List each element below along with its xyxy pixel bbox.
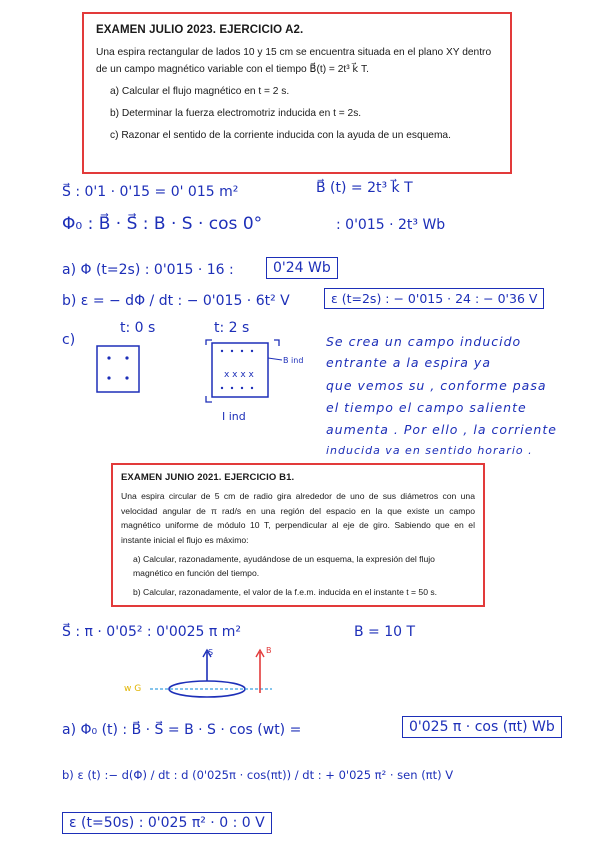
exam-item-b: b) Calcular, razonadamente, el valor de la f.e.m. inducida en el instante t = 50 s. — [133, 587, 438, 597]
dot-out — [125, 356, 128, 359]
i-induced-label: I ind — [222, 410, 246, 423]
exam-title: EXAMEN JUNIO 2021. EJERCICIO B1. — [121, 472, 295, 483]
explanation-line-3: que vemos su , conforme pasa — [326, 378, 547, 393]
b-induced-label: B ind — [283, 356, 304, 365]
answer-b-result: ε (t=2s) : − 0'015 · 24 : − 0'36 V — [324, 288, 544, 309]
flux-definition: Φ₀ : B⃗ · S⃗ : B · S · cos 0° — [62, 214, 263, 234]
dot-out — [125, 376, 128, 379]
loop-t0 — [97, 346, 139, 392]
exam-item-c: c) Razonar el sentido de la corriente inducida con la ayuda de un esquema. — [110, 130, 451, 141]
explanation-line-2: entrante a la espira ya — [326, 355, 491, 370]
loop-t2 — [212, 343, 268, 397]
t2-label: t: 2 s — [214, 320, 250, 336]
dots-row-top — [221, 350, 253, 389]
b-vector-label: B — [266, 646, 272, 655]
exam-statement: Una espira rectangular de lados 10 y 15 cm se encuentra situada en el plano XY dentro de un campo magnético variable con el tiempo B⃗(t) = 2t³ k⃗ T. — [96, 47, 492, 75]
answer-a2-line: a) Φ₀ (t) : B⃗ · S⃗ = B · S · cos (wt) = — [62, 722, 302, 738]
answer-b2-result: ε (t=50s) : 0'025 π² · 0 : 0 V — [62, 812, 272, 834]
explanation-line-1: Se crea un campo inducido — [326, 334, 522, 349]
s-vector-label: S — [208, 648, 214, 657]
exam-title: EXAMEN JULIO 2023. EJERCICIO A2. — [96, 24, 304, 36]
bind-pointer — [268, 358, 282, 360]
dot-out — [107, 376, 110, 379]
explanation-line-4: el tiempo el campo saliente — [326, 400, 527, 415]
cross-marks: x x x x — [224, 370, 254, 380]
exam-item-b: b) Determinar la fuerza electromotriz inducida en t = 2s. — [110, 108, 362, 119]
omega-label: w G — [124, 684, 142, 694]
exam-item-a: a) Calcular, razonadamente, ayudándose de un esquema, la expresión del flujo magnético en función del tiempo. — [133, 554, 435, 578]
dot-out — [107, 356, 110, 359]
answer-b-line: b) ε = − dΦ / dt : − 0'015 · 6t² V — [62, 293, 290, 309]
answer-a-line: a) Φ (t=2s) : 0'015 · 16 : — [62, 262, 234, 278]
field-line: B⃗ (t) = 2t³ k⃗ T — [316, 180, 413, 196]
answer-a2-result: 0'025 π · cos (πt) Wb — [402, 716, 562, 738]
explanation-line-6: inducida va en sentido horario . — [326, 444, 533, 457]
explanation-line-5: aumenta . Por ello , la corriente — [326, 422, 557, 437]
answer-a-result: 0'24 Wb — [266, 257, 338, 279]
area-line: S⃗ : 0'1 · 0'15 = 0' 015 m² — [62, 184, 239, 200]
exam-statement: Una espira circular de 5 cm de radio gira alrededor de uno de sus diámetros con una velocidad angular de π rad/s en una región del espacio en la que existe un campo magnético uniforme de módulo 10 T, perpendicular al eje de giro. Sabiendo que en el instante inicial el flujo es máximo: — [121, 491, 475, 545]
flux-value: : 0'015 · 2t³ Wb — [336, 217, 446, 233]
answer-b2-line: b) ε (t) :− d(Φ) / dt : d (0'025π · cos(πt)) / dt : + 0'025 π² · sen (πt) V — [62, 768, 454, 782]
answer-c-label: c) — [62, 332, 76, 348]
t0-label: t: 0 s — [120, 320, 156, 336]
area-line-2: S⃗ : π · 0'05² : 0'0025 π m² — [62, 624, 242, 640]
exam-item-a: a) Calcular el flujo magnético en t = 2 s. — [110, 86, 290, 97]
field-line-2: B = 10 T — [354, 624, 416, 640]
